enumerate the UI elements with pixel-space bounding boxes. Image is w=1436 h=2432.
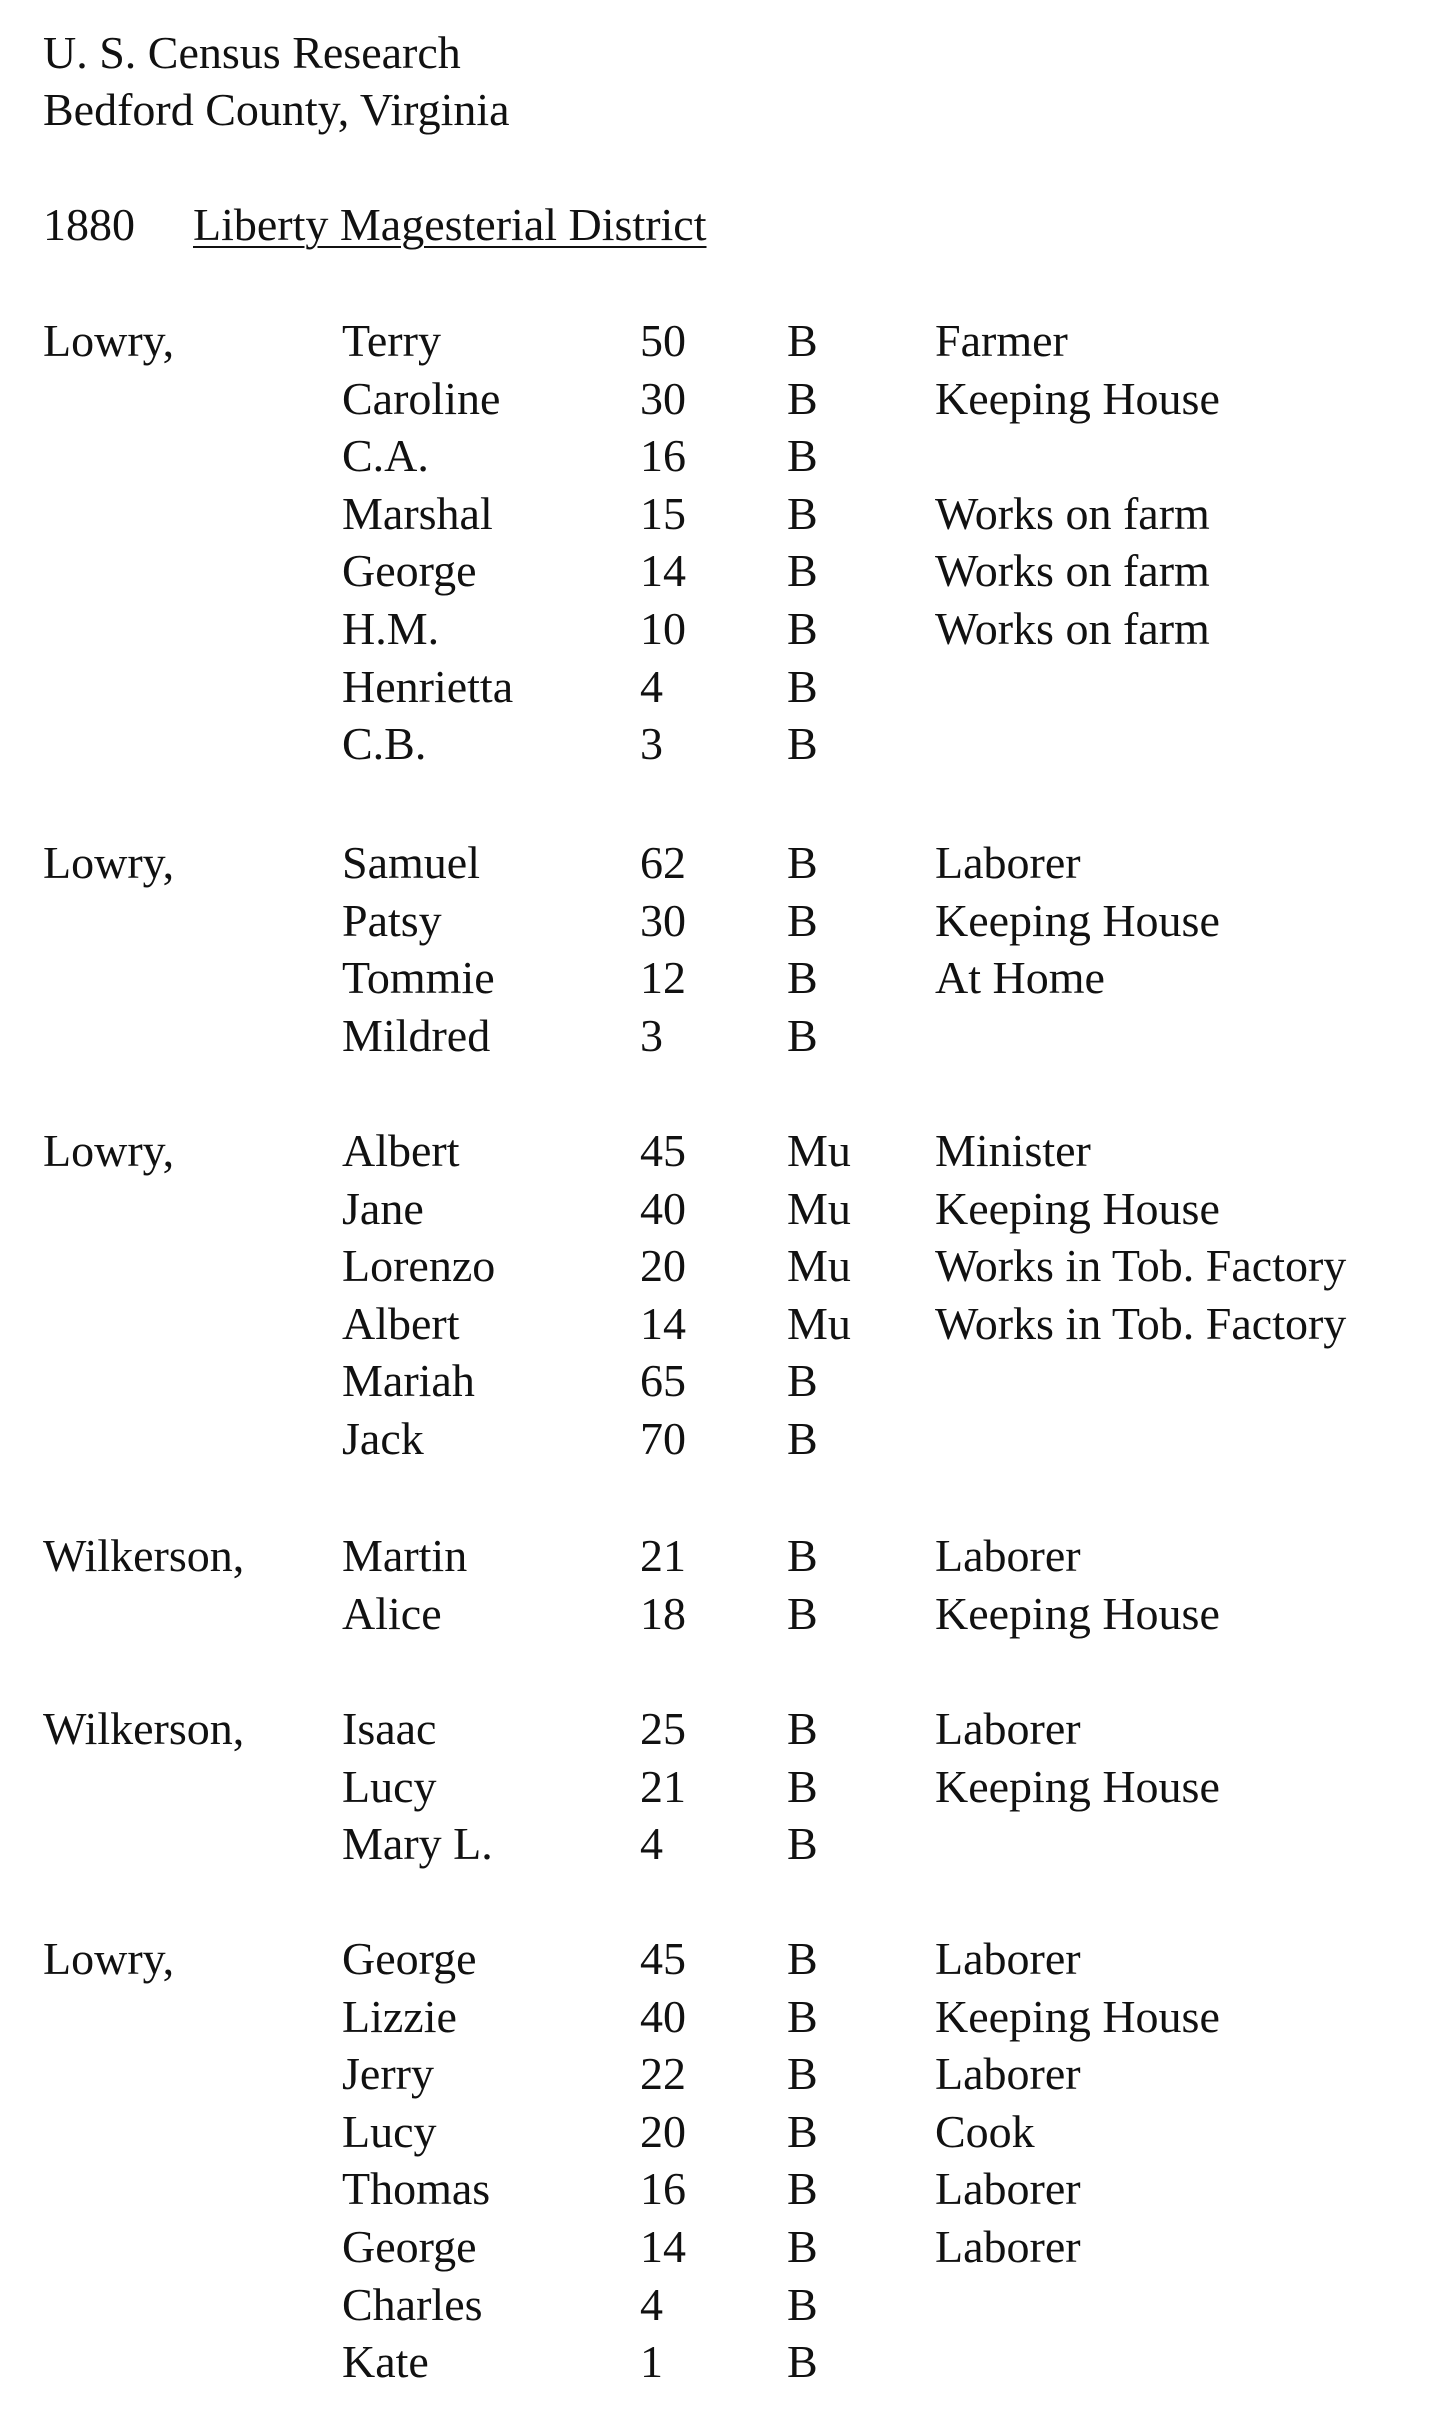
census-row	[0, 486, 1436, 542]
age-value: 16	[640, 2163, 686, 2215]
race-value: B	[787, 2048, 818, 2100]
household-surname: Wilkerson,	[43, 1530, 245, 1581]
race-value: B	[787, 1009, 818, 1061]
age-value: 22	[640, 2048, 686, 2100]
age-value: 10	[640, 603, 686, 654]
race-value: B	[787, 2336, 818, 2388]
race-value: B	[787, 545, 818, 597]
given-name: Martin	[342, 1530, 468, 1581]
occupation-value: Works on farm	[935, 545, 1210, 597]
occupation-value: Keeping House	[935, 894, 1220, 946]
occupation-value: Farmer	[935, 315, 1068, 366]
household-surname: Lowry,	[43, 837, 175, 888]
race-value: B	[787, 1530, 818, 1581]
age-value: 3	[640, 1009, 663, 1061]
census-row	[0, 659, 1436, 715]
age-value: 1	[640, 2336, 663, 2388]
race-value: B	[787, 603, 818, 654]
occupation-value: Laborer	[935, 2048, 1081, 2100]
census-row	[0, 1701, 1436, 1757]
household-surname: Wilkerson,	[43, 1703, 245, 1754]
age-value: 12	[640, 952, 686, 1004]
census-row	[0, 2219, 1436, 2275]
age-value: 30	[640, 894, 686, 946]
given-name: Charles	[342, 2278, 483, 2330]
census-row	[0, 2277, 1436, 2333]
census-row	[0, 1296, 1436, 1352]
occupation-value: Keeping House	[935, 372, 1220, 424]
occupation-value: Works in Tob. Factory	[935, 1297, 1347, 1349]
given-name: Jack	[342, 1413, 424, 1464]
census-row	[0, 543, 1436, 599]
occupation-value: Keeping House	[935, 1990, 1220, 2042]
age-value: 62	[640, 837, 686, 888]
census-row	[0, 2161, 1436, 2217]
given-name: Samuel	[342, 837, 480, 888]
race-value: B	[787, 1703, 818, 1754]
census-row	[0, 2334, 1436, 2390]
district-name: Liberty Magesterial District	[193, 199, 707, 250]
given-name: Terry	[342, 315, 441, 366]
given-name: Tommie	[342, 952, 495, 1004]
occupation-value: Keeping House	[935, 1760, 1220, 1812]
given-name: Patsy	[342, 894, 442, 946]
given-name: C.A.	[342, 430, 429, 482]
given-name: Isaac	[342, 1703, 437, 1754]
census-row	[0, 601, 1436, 657]
race-value: B	[787, 372, 818, 424]
given-name: Jerry	[342, 2048, 434, 2100]
census-row	[0, 1931, 1436, 1987]
census-row	[0, 1123, 1436, 1179]
race-value: B	[787, 894, 818, 946]
age-value: 25	[640, 1703, 686, 1754]
census-row	[0, 1238, 1436, 1294]
race-value: B	[787, 2105, 818, 2157]
occupation-value: Keeping House	[935, 1587, 1220, 1639]
census-row	[0, 716, 1436, 772]
race-value: B	[787, 2221, 818, 2272]
age-value: 70	[640, 1413, 686, 1464]
age-value: 50	[640, 315, 686, 366]
given-name: Mary L.	[342, 1818, 493, 1870]
given-name: Albert	[342, 1297, 460, 1349]
occupation-value: Laborer	[935, 837, 1081, 888]
age-value: 14	[640, 1297, 686, 1349]
age-value: 40	[640, 1990, 686, 2042]
given-name: George	[342, 2221, 477, 2272]
census-row	[0, 893, 1436, 949]
household-surname: Lowry,	[43, 315, 175, 366]
age-value: 21	[640, 1760, 686, 1812]
given-name: Mariah	[342, 1355, 475, 1407]
census-row	[0, 428, 1436, 484]
census-row	[0, 1411, 1436, 1467]
given-name: Kate	[342, 2336, 429, 2388]
district-heading	[43, 197, 707, 253]
race-value: B	[787, 837, 818, 888]
race-value: B	[787, 315, 818, 366]
census-year: 1880	[43, 199, 135, 250]
race-value: B	[787, 660, 818, 712]
race-value: B	[787, 1990, 818, 2042]
given-name: Caroline	[342, 372, 501, 424]
census-row	[0, 835, 1436, 891]
race-value: Mu	[787, 1182, 851, 1234]
race-value: B	[787, 1355, 818, 1407]
age-value: 30	[640, 372, 686, 424]
race-value: Mu	[787, 1240, 851, 1292]
age-value: 18	[640, 1587, 686, 1639]
age-value: 4	[640, 660, 663, 712]
occupation-value: Laborer	[935, 1530, 1081, 1581]
given-name: Marshal	[342, 487, 493, 539]
age-value: 3	[640, 718, 663, 770]
race-value: B	[787, 1413, 818, 1464]
census-row	[0, 1353, 1436, 1409]
race-value: Mu	[787, 1297, 851, 1349]
race-value: B	[787, 718, 818, 770]
occupation-value: Laborer	[935, 1703, 1081, 1754]
race-value: B	[787, 1587, 818, 1639]
given-name: Jane	[342, 1182, 424, 1234]
household-surname: Lowry,	[43, 1933, 175, 1984]
census-row	[0, 2104, 1436, 2160]
occupation-value: Laborer	[935, 2221, 1081, 2272]
given-name: Albert	[342, 1125, 460, 1176]
census-row	[0, 1181, 1436, 1237]
age-value: 14	[640, 545, 686, 597]
race-value: B	[787, 487, 818, 539]
occupation-value: At Home	[935, 952, 1105, 1004]
given-name: H.M.	[342, 603, 440, 654]
race-value: B	[787, 2163, 818, 2215]
race-value: B	[787, 2278, 818, 2330]
age-value: 21	[640, 1530, 686, 1581]
age-value: 4	[640, 2278, 663, 2330]
age-value: 20	[640, 1240, 686, 1292]
household-surname: Lowry,	[43, 1125, 175, 1176]
given-name: Thomas	[342, 2163, 491, 2215]
census-row	[0, 1759, 1436, 1815]
given-name: C.B.	[342, 718, 427, 770]
occupation-value: Works on farm	[935, 603, 1210, 654]
document-title: U. S. Census Research	[43, 27, 461, 78]
age-value: 14	[640, 2221, 686, 2272]
document-subtitle: Bedford County, Virginia	[43, 84, 510, 135]
age-value: 16	[640, 430, 686, 482]
census-row	[0, 2046, 1436, 2102]
race-value: B	[787, 1818, 818, 1870]
occupation-value: Laborer	[935, 2163, 1081, 2215]
age-value: 20	[640, 2105, 686, 2157]
given-name: Henrietta	[342, 660, 514, 712]
given-name: Alice	[342, 1587, 442, 1639]
age-value: 45	[640, 1933, 686, 1984]
occupation-value: Minister	[935, 1125, 1091, 1176]
census-row	[0, 371, 1436, 427]
age-value: 65	[640, 1355, 686, 1407]
occupation-value: Keeping House	[935, 1182, 1220, 1234]
race-value: Mu	[787, 1125, 851, 1176]
occupation-value: Laborer	[935, 1933, 1081, 1984]
given-name: Lucy	[342, 2105, 437, 2157]
age-value: 4	[640, 1818, 663, 1870]
age-value: 45	[640, 1125, 686, 1176]
census-row	[0, 313, 1436, 369]
given-name: Lizzie	[342, 1990, 457, 2042]
age-value: 15	[640, 487, 686, 539]
race-value: B	[787, 430, 818, 482]
census-row	[0, 1008, 1436, 1064]
occupation-value: Works on farm	[935, 487, 1210, 539]
census-row	[0, 1528, 1436, 1584]
given-name: George	[342, 1933, 477, 1984]
census-row	[0, 1989, 1436, 2045]
census-row	[0, 950, 1436, 1006]
race-value: B	[787, 1760, 818, 1812]
age-value: 40	[640, 1182, 686, 1234]
given-name: Lorenzo	[342, 1240, 496, 1292]
census-row	[0, 1816, 1436, 1872]
given-name: George	[342, 545, 477, 597]
given-name: Lucy	[342, 1760, 437, 1812]
occupation-value: Cook	[935, 2105, 1035, 2157]
given-name: Mildred	[342, 1009, 491, 1061]
occupation-value: Works in Tob. Factory	[935, 1240, 1347, 1292]
census-row	[0, 1586, 1436, 1642]
race-value: B	[787, 952, 818, 1004]
race-value: B	[787, 1933, 818, 1984]
